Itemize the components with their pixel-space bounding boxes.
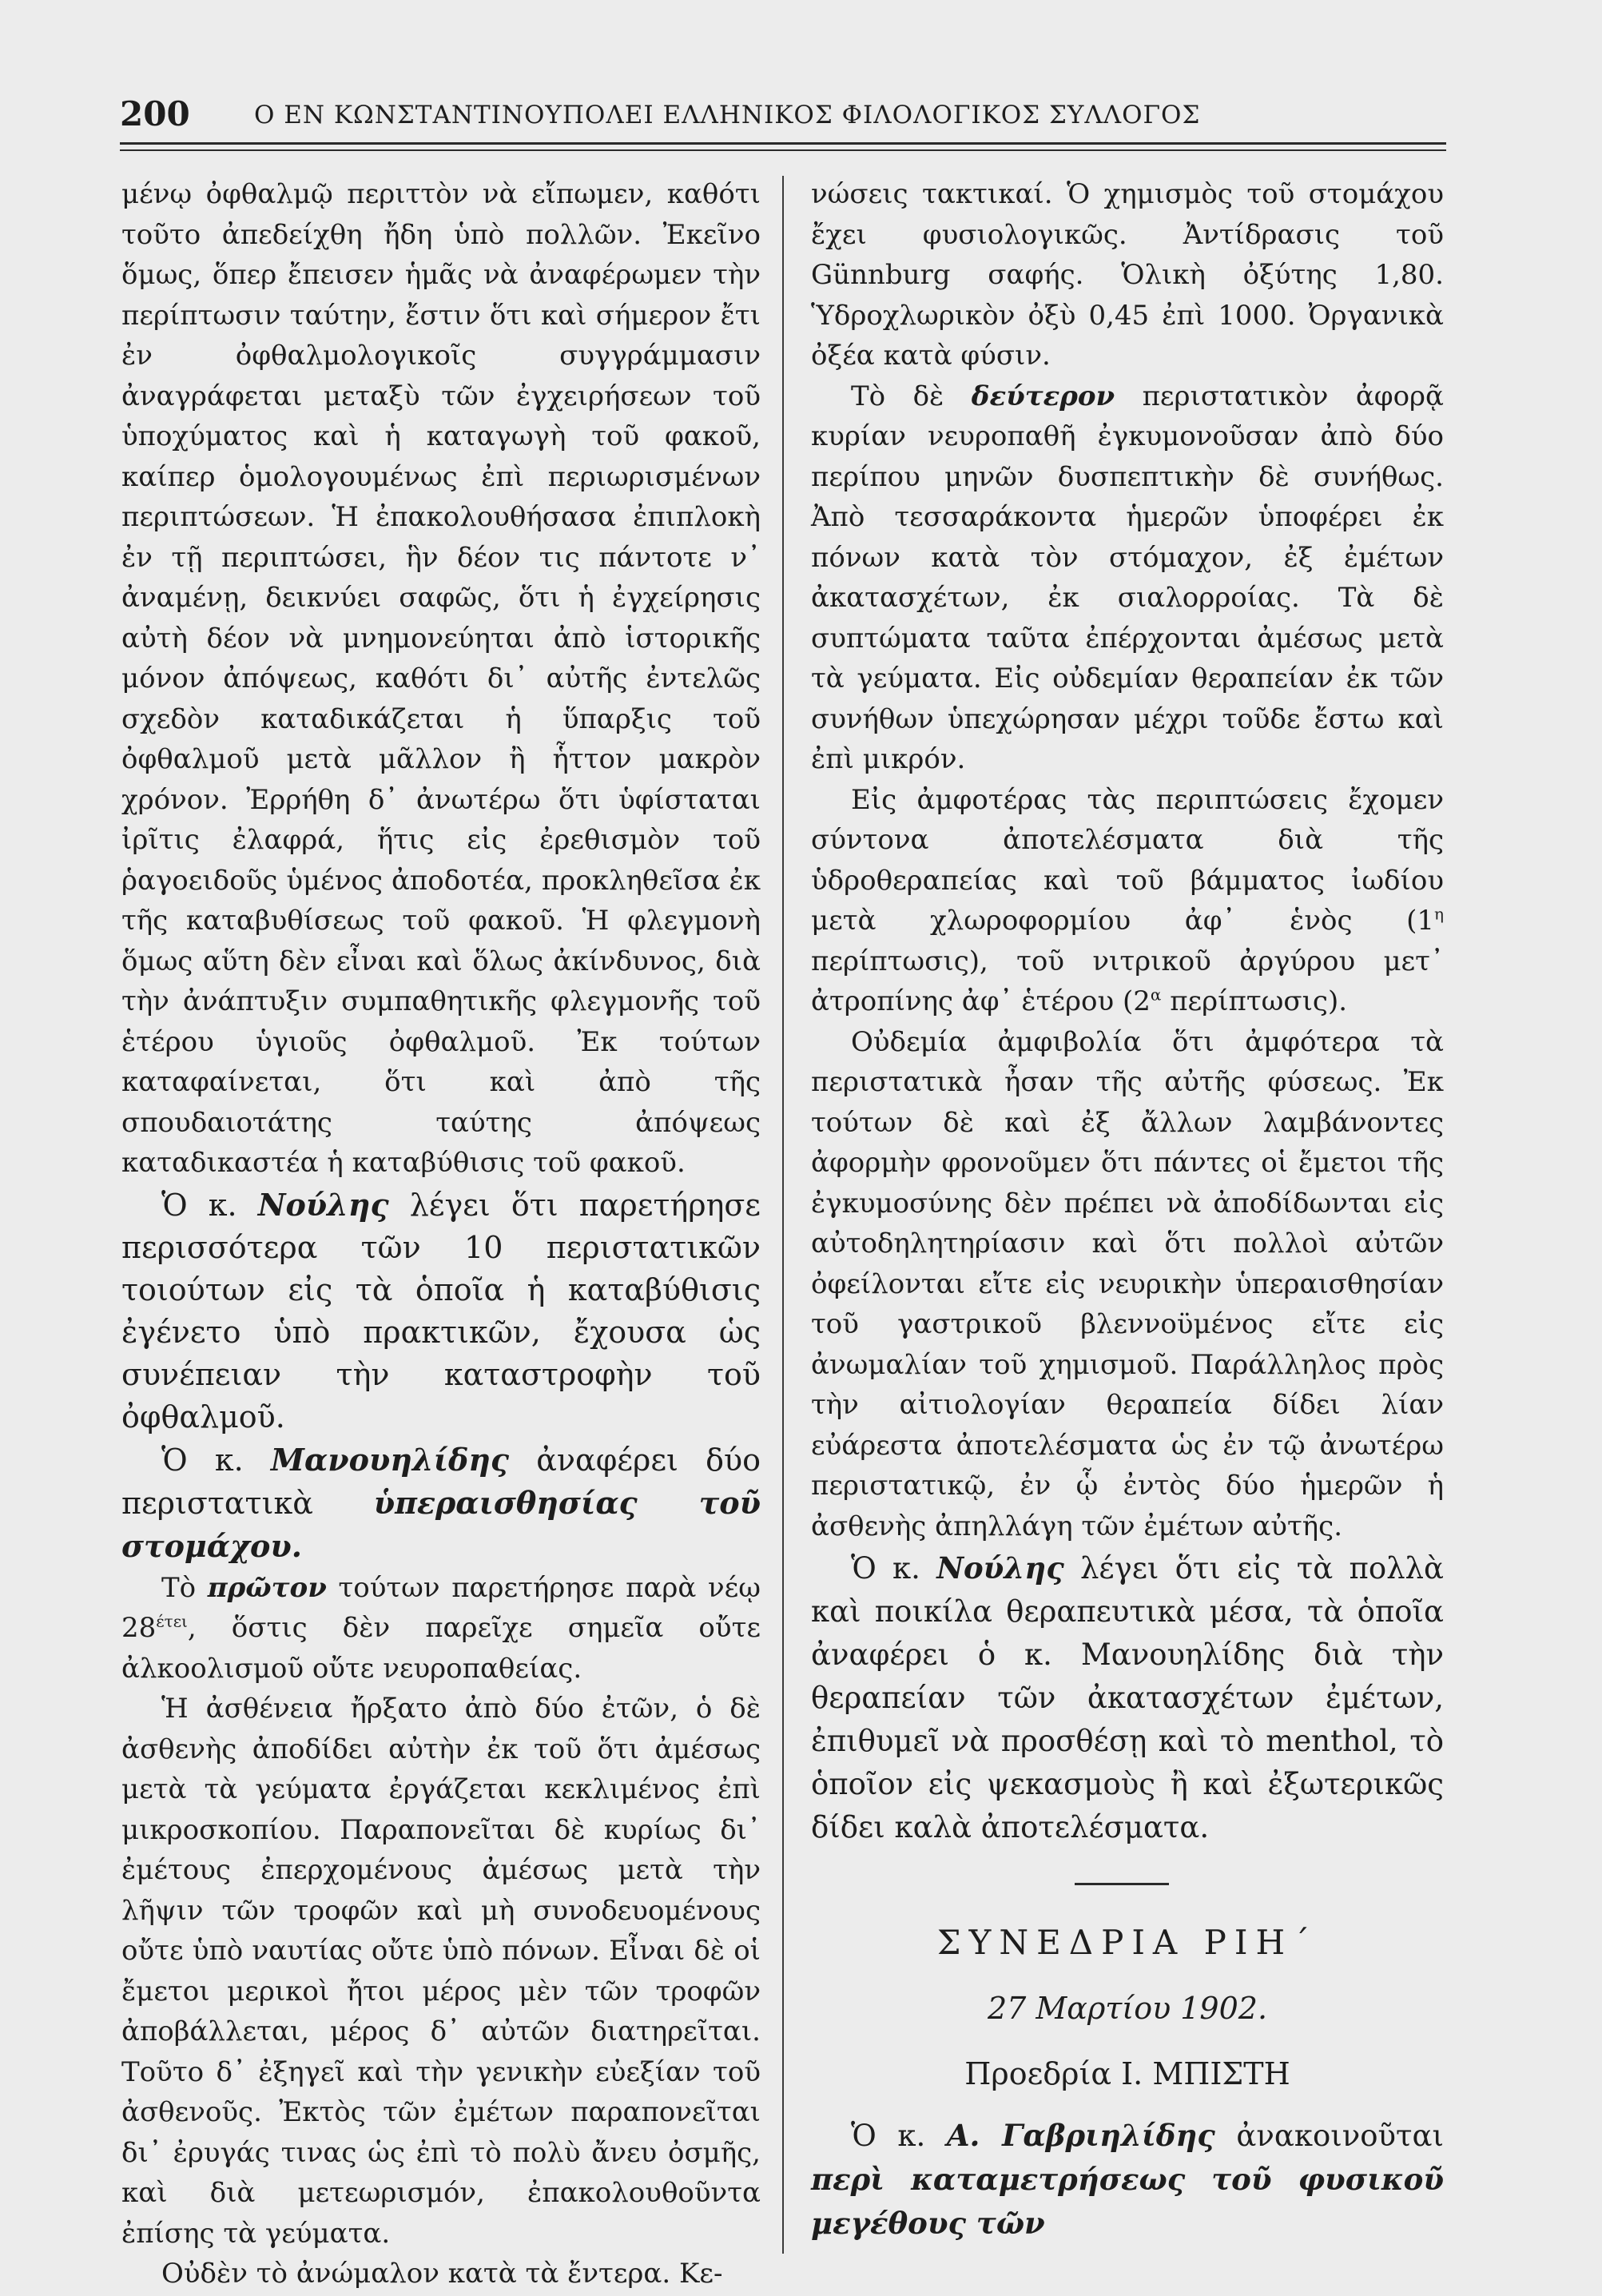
paragraph: Τὸ δὲ δεύτερον περιστατικὸν ἀφορᾷ κυρίαν νευροπαθῆ ἐγκυμονοῦσαν ἀπὸ δύο περίπου μηνῶν δυσπεπτικὴν δὲ συνήθως. Ἀπὸ τεσσαράκοντα ἡμερῶν ὑποφέρει ἐκ πόνων κατὰ τὸν στόμαχον, ἐξ ἐμέτων ἀκατασχέτων, ἐκ σιαλορροίας. Τὰ δὲ συπτώματα ταῦτα ἐπέρχονται ἀμέσως μετὰ τὰ γεύματα. Εἰς οὐδεμίαν θεραπείαν ἐκ τῶν συνήθων ὑπεχώρησαν μέχρι τοῦδε ἔστω καὶ ἐπὶ μικρόν.	[811, 380, 1445, 775]
header-rule-bottom	[120, 149, 1446, 151]
right-column	[811, 174, 1444, 2246]
emphasis: δεύτερον	[971, 380, 1115, 412]
speaker-name: Α. Γαβριηλίδης	[946, 2118, 1215, 2153]
emphasis: πρῶτον	[207, 1571, 327, 1604]
running-title: Ο ΕΝ ΚΩΝΣΤΑΝΤΙΝΟΥΠΟΛΕΙ ΕΛΛΗΝΙΚΟΣ ΦΙΛΟΛΟΓΙΚΟΣ ΣΥΛΛΟΓΟΣ	[254, 101, 1201, 129]
paragraph: Ὁ κ. Νούλης λέγει ὅτι παρετήρησε περισσότερα τῶν 10 περιστατικῶν τοιούτων εἰς τὰ ὁποῖα ἡ καταβύθισις ἐγένετο ὑπὸ πρακτικῶν, ἔχουσα ὡς συνέπειαν τὴν καταστροφὴν τοῦ ὀφθαλμοῦ.	[121, 1186, 761, 1435]
paragraph: Ἡ ἀσθένεια ἤρξατο ἀπὸ δύο ἐτῶν, ὁ δὲ ἀσθενὴς ἀποδίδει αὐτὴν ἐκ τοῦ ὅτι ἀμέσως μετὰ τὰ γεύματα ἐργάζεται κεκλιμένος ἐπὶ μικροσκοπίου. Παραπονεῖται δὲ κυρίως δι᾽ ἐμέτους ἐπερχομένους ἀμέσως μετὰ τὴν λῆψιν τῶν τροφῶν καὶ μὴ συνοδευομένους οὔτε ὑπὸ ναυτίας οὔτε ὑπὸ πόνων. Εἶναι δὲ οἱ ἔμετοι μερικοὶ ἤτοι μέρος μὲν τῶν τροφῶν ἀποβάλλεται, μέρος δ᾽ αὐτῶν διατηρεῖται. Τοῦτο δ᾽ ἐξηγεῖ καὶ τὴν γενικὴν εὐεξίαν τοῦ ἀσθενοῦς. Ἐκτὸς τῶν ἐμέτων παραπονεῖται δι᾽ ἐρυγάς τινας ὡς ἐπὶ τὸ πολὺ ἄνευ ὀσμῆς, καὶ διὰ μετεωρισμόν, ἐπακολουθοῦντα ἐπίσης τὰ γεύματα.	[121, 1693, 761, 2250]
paragraph: Οὐδὲν τὸ ἀνώμαλον κατὰ τὰ ἔντερα. Κε-	[161, 2258, 723, 2290]
paragraph: Εἰς ἀμφοτέρας τὰς περιπτώσεις ἔχομεν σύντονα ἀποτελέσματα διὰ τῆς ὑδροθεραπείας καὶ τοῦ βάμματος ἰωδίου μετὰ χλωροφορμίου ἀφ᾽ ἑνὸς ($1^\eta$ περίπτωσις), τοῦ νιτρικοῦ ἀργύρου μετ᾽ ἀτροπίνης ἀφ᾽ ἑτέρου ($2^\alpha$ περίπτωσις).	[811, 783, 1444, 1017]
section-divider	[1075, 1883, 1169, 1885]
header-rule-top	[120, 142, 1446, 145]
paragraph: Τὸ πρῶτον τούτων παρετήρησε παρὰ νέῳ $28^{έ\tau\varepsilon\iota}$, ὅστις δὲν παρεῖχε σημεῖα οὔτε ἀλκοολισμοῦ οὔτε νευροπαθείας.	[121, 1571, 761, 1685]
column-separator	[782, 176, 784, 2254]
session-title: ΣΥΝΕΔΡΙΑ ΡΙΗ΄	[936, 1923, 1318, 1962]
paragraph: νώσεις τακτικαί. Ὁ χημισμὸς τοῦ στομάχου ἔχει φυσιολογικῶς. Ἀντίδρασις τοῦ Günnburg σαφής. Ὁλικὴ ὀξύτης 1,80. Ὑδροχλωρικὸν ὀξὺ 0,45 ἐπὶ 1000. Ὀργανικὰ ὀξέα κατὰ φύσιν.	[811, 178, 1444, 372]
paragraph: μένῳ ὀφθαλμῷ περιττὸν νὰ εἴπωμεν, καθότι τοῦτο ἀπεδείχθη ἤδη ὑπὸ πολλῶν. Ἐκεῖνο ὅμως, ὅπερ ἔπεισεν ἡμᾶς νὰ ἀναφέρωμεν τὴν περίπτωσιν ταύτην, ἔστιν ὅτι καὶ σήμερον ἔτι ἐν ὀφθαλμολογικοῖς συγγράμμασιν ἀναγράφεται μεταξὺ τῶν ἐγχειρήσεων τοῦ ὑποχύματος καὶ ἡ καταγωγὴ τοῦ φακοῦ, καίπερ ὁμολογουμένως ἐπὶ περιωρισμένων περιπτώσεων. Ἡ ἐπακολουθήσασα ἐπιπλοκὴ ἐν τῇ περιπτώσει, ἣν δέον τις πάντοτε ν᾽ ἀναμένῃ, δεικνύει σαφῶς, ὅτι ἡ ἐγχείρησις αὐτὴ δέον νὰ μνημονεύηται ἀπὸ ἱστορικῆς μόνον ἀπόψεως, καθότι δι᾽ αὐτῆς ἐντελῶς σχεδὸν καταδικάζεται ἡ ὕπαρξις τοῦ ὀφθαλμοῦ μετὰ μᾶλλον ἢ ἧττον μακρὸν χρόνον. Ἐρρήθη δ᾽ ἀνωτέρω ὅτι ὑφίσταται ἰρῖτις ἐλαφρά, ἥτις εἰς ἐρεθισμὸν τοῦ ῥαγοειδοῦς ὑμένος ἀποδοτέα, προκληθεῖσα ἐκ τῆς καταβυθίσεως τοῦ φακοῦ. Ἡ φλεγμονὴ ὅμως αὕτη δὲν εἶναι καὶ ὅλως ἀκίνδυνος, διὰ τὴν ἀνάπτυξιν συμπαθητικῆς φλεγμονῆς τοῦ ἑτέρου ὑγιοῦς ὀφθαλμοῦ. Ἐκ τούτων καταφαίνεται, ὅτι καὶ ἀπὸ τῆς σπουδαιοτάτης ταύτης ἀπόψεως καταδικαστέα ἡ καταβύθισις τοῦ φακοῦ.	[121, 178, 761, 1179]
session-date: 27 Μαρτίου 1902.	[987, 1991, 1268, 2026]
superscript: η	[1434, 904, 1444, 924]
paragraph: Ὁ κ. Νούλης λέγει ὅτι εἰς τὰ πολλὰ καὶ ποικίλα θεραπευτικὰ μέσα, τὰ ὁποῖα ἀναφέρει ὁ κ. Μανουηλίδης διὰ τὴν θεραπείαν τῶν ἀκατασχέτων ἐμέτων, ἐπιθυμεῖ νὰ προσθέσῃ καὶ τὸ menthol, τὸ ὁποῖον εἰς ψεκασμοὺς ἢ καὶ ἐξωτερικῶς δίδει καλὰ ἀποτελέσματα.	[811, 1550, 1444, 1844]
superscript: α	[1150, 985, 1162, 1005]
topic-title: ὑπεραισθησίας τοῦ στομάχου.	[121, 1484, 761, 1564]
paragraph: Ὁ κ. Μανουηλίδης ἀναφέρει δύο περιστατικὰ ὑπεραισθησίας τοῦ στομάχου.	[121, 1441, 761, 1564]
topic-title: περὶ καταμετρήσεως τοῦ φυσικοῦ μεγέθους τῶν	[811, 2162, 1444, 2241]
page-number: 200	[120, 94, 190, 133]
speaker-name: Μανουηλίδης	[270, 1441, 510, 1478]
speaker-name: Νούλης	[257, 1186, 389, 1223]
paragraph: Οὐδεμία ἀμφιβολία ὅτι ἀμφότερα τὰ περιστατικὰ ἦσαν τῆς αὐτῆς φύσεως. Ἐκ τούτων δὲ καὶ ἐξ ἄλλων λαμβάνοντες ἀφορμὴν φρονοῦμεν ὅτι πάντες οἱ ἔμετοι τῆς ἐγκυμοσύνης δὲν πρέπει νὰ ἀποδίδωνται εἰς αὐτοδηλητηρίασιν καὶ ὅτι πολλοὶ αὐτῶν ὀφείλονται εἴτε εἰς νευρικὴν ὑπεραισθησίαν τοῦ γαστρικοῦ βλεννοϋμένος εἴτε εἰς ἀνωμαλίαν τοῦ χημισμοῦ. Παράλληλος πρὸς τὴν αἰτιολογίαν θεραπεία δίδει λίαν εὐάρεστα ἀποτελέσματα ὡς ἐν τῷ ἀνωτέρω περιστατικῷ, ἐν ᾧ ἐντὸς δύο ἡμερῶν ἡ ἀσθενὴς ἀπηλλάγη τῶν ἐμέτων αὐτῆς.	[811, 1025, 1444, 1542]
speaker-name: Νούλης	[936, 1550, 1064, 1586]
session-chair: Προεδρία Ι. ΜΠΙΣΤΗ	[964, 2056, 1290, 2091]
page-header	[120, 94, 1446, 142]
left-column	[121, 174, 761, 2294]
superscript: έτει	[156, 1611, 188, 1631]
paragraph: Ὁ κ. Α. Γαβριηλίδης ἀνακοινοῦται περὶ καταμετρήσεως τοῦ φυσικοῦ μεγέθους τῶν	[811, 2118, 1444, 2241]
